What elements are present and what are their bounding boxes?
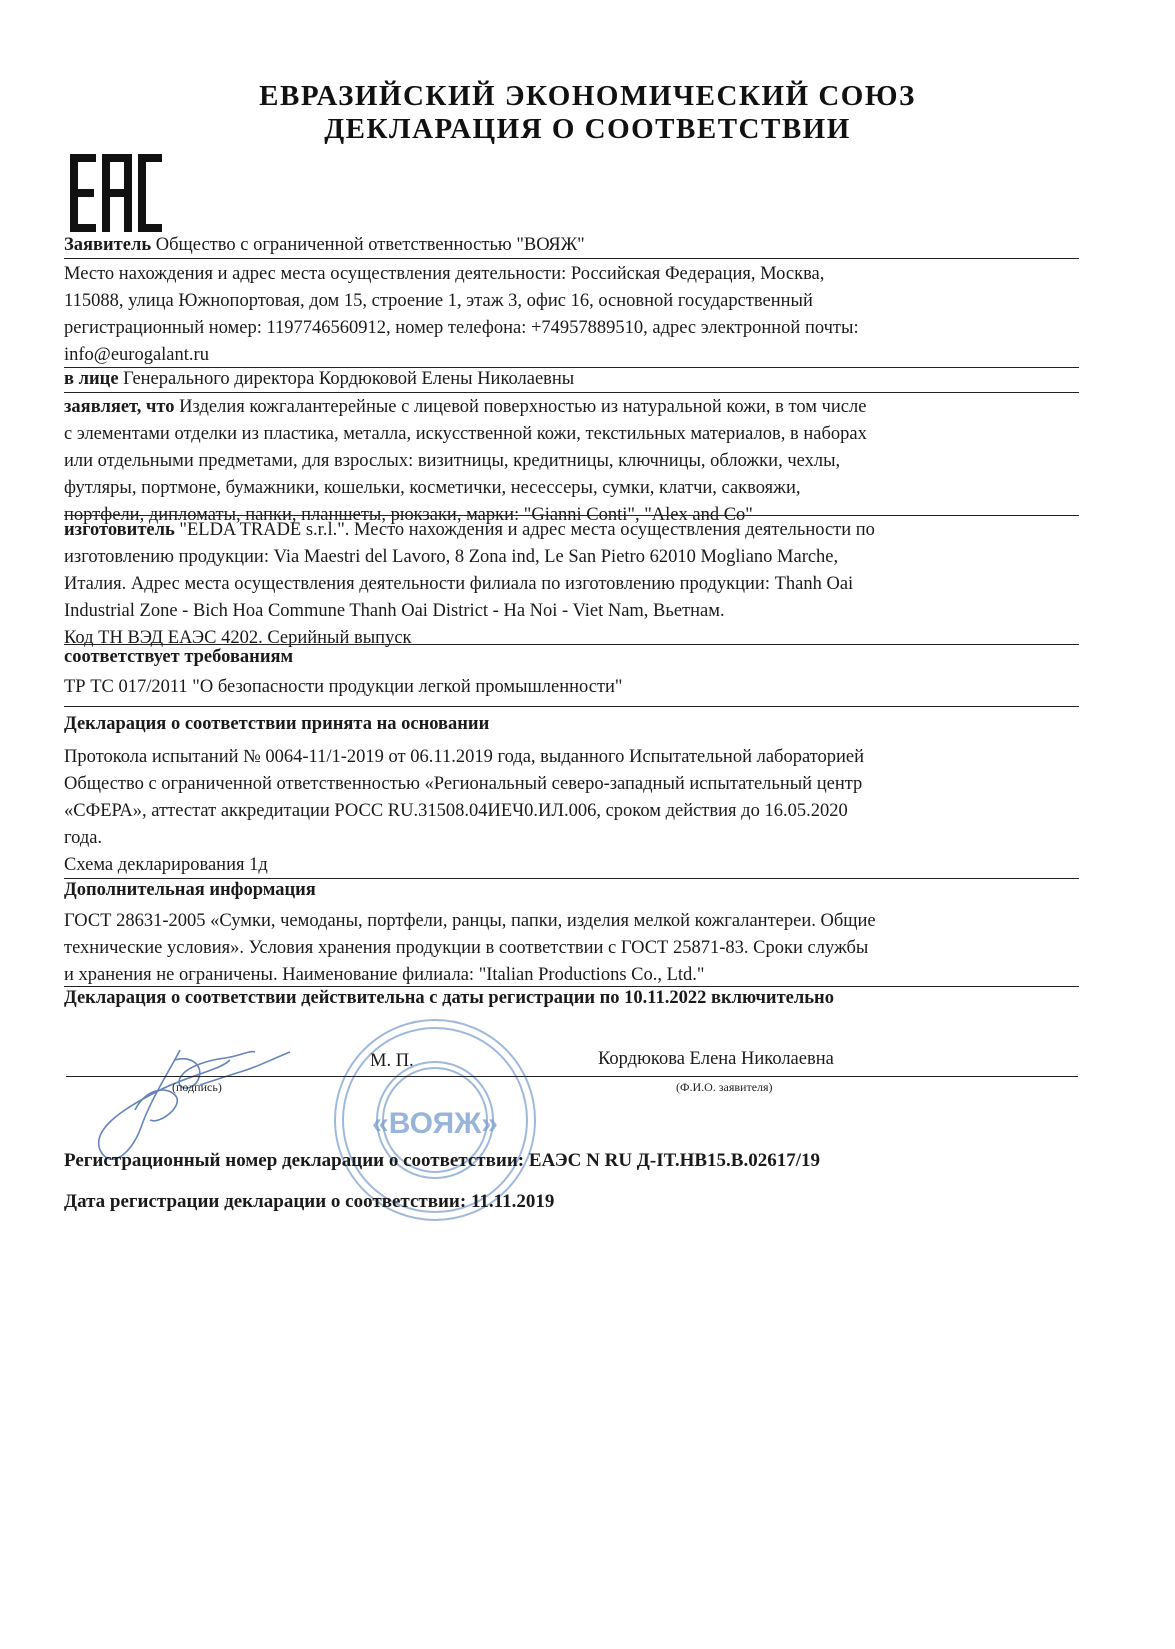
mp-label: М. П. — [370, 1051, 414, 1071]
divider — [64, 644, 1079, 645]
sign-caption: (подпись) — [172, 1080, 222, 1094]
additional-line: технические условия». Условия хранения продукции в соответствии с ГОСТ 25871-83. Сроки службы — [64, 938, 869, 958]
applicant-address — [64, 261, 1076, 369]
declares-line: футляры, портмоне, бумажники, кошельки, косметички, несессеры, сумки, клатчи, саквояжи, — [64, 478, 801, 498]
additional-block — [64, 908, 1076, 989]
document-title: ДЕКЛАРАЦИЯ О СООТВЕТСТВИИ — [324, 113, 851, 145]
manufacturer-line: Код ТН ВЭД ЕАЭС 4202. Серийный выпуск — [64, 628, 412, 648]
divider — [64, 878, 1079, 879]
manufacturer-line: изготовлению продукции: Via Maestri del Lavoro, 8 Zona ind, Le San Pietro 62010 Mogliano Marche, — [64, 547, 839, 567]
manufacturer-label: изготовитель — [64, 520, 175, 540]
declares-line: с элементами отделки из пластика, металла, искусственной кожи, текстильных материалов, в наборах — [64, 424, 867, 444]
applicant-label: Заявитель — [64, 235, 152, 255]
divider — [64, 706, 1079, 707]
applicant-value: Общество с ограниченной ответственностью "ВОЯЖ" — [155, 235, 585, 255]
basis-block — [64, 744, 1076, 879]
validity-statement: Декларация о соответствии действительна с даты регистрации по 10.11.2022 включительно — [64, 988, 834, 1008]
requirements-label: соответствует требованиям — [64, 647, 294, 667]
eac-logo-icon — [68, 152, 164, 234]
basis-line: года. — [64, 828, 103, 848]
signer-name: Кордюкова Елена Николаевна — [598, 1049, 834, 1069]
manufacturer-line: Италия. Адрес места осуществления деятельности филиала по изготовлению продукции: Thanh Oai — [64, 574, 854, 594]
basis-line: Схема декларирования 1д — [64, 855, 268, 875]
applicant-person-row — [64, 366, 1076, 393]
applicant-row — [64, 232, 1076, 259]
basis-line: «СФЕРА», аттестат аккредитации РОСС RU.31508.04ИЕЧ0.ИЛ.006, сроком действия до 16.05.2020 — [64, 801, 848, 821]
manufacturer-line: Industrial Zone - Bich Hoa Commune Thanh Oai District - Ha Noi - Viet Nam, Вьетнам. — [64, 601, 725, 621]
person-label: в лице — [64, 369, 119, 389]
divider — [64, 258, 1079, 259]
manufacturer-block — [64, 517, 1076, 652]
registration-date: Дата регистрации декларации о соответствии: 11.11.2019 — [64, 1191, 555, 1212]
address-line: Место нахождения и адрес места осуществления деятельности: Российская Федерация, Москва, — [64, 264, 825, 284]
address-line: регистрационный номер: 1197746560912, номер телефона: +74957889510, адрес электронной почты: — [64, 318, 859, 338]
stamp-center-text: «ВОЯЖ» — [372, 1107, 498, 1140]
address-line: 115088, улица Южнопортовая, дом 15, строение 1, этаж 3, офис 16, основной государственный — [64, 291, 813, 311]
union-title: ЕВРАЗИЙСКИЙ ЭКОНОМИЧЕСКИЙ СОЮЗ — [259, 80, 916, 112]
declares-line: Изделия кожгалантерейные с лицевой поверхностью из натуральной кожи, в том числе — [179, 397, 867, 417]
declares-label: заявляет, что — [64, 397, 175, 417]
name-caption: (Ф.И.О. заявителя) — [676, 1080, 773, 1094]
person-value: Генерального директора Кордюковой Елены Николаевны — [123, 369, 575, 389]
basis-line: Протокола испытаний № 0064-11/1-2019 от 06.11.2019 года, выданного Испытательной лабораторией — [64, 747, 865, 767]
additional-line: ГОСТ 28631-2005 «Сумки, чемоданы, портфели, ранцы, папки, изделия мелкой кожгалантереи. Общие — [64, 911, 876, 931]
basis-line: Общество с ограниченной ответственностью «Региональный северо-западный испытательный центр — [64, 774, 863, 794]
basis-label: Декларация о соответствии принята на основании — [64, 714, 490, 734]
registration-number: Регистрационный номер декларации о соответствии: ЕАЭС N RU Д-IT.HB15.B.02617/19 — [64, 1150, 821, 1171]
divider — [64, 392, 1079, 393]
divider — [64, 515, 1079, 516]
requirements-value: ТР ТС 017/2011 "О безопасности продукции легкой промышленности" — [64, 677, 623, 697]
declares-block — [64, 394, 1076, 529]
divider — [64, 986, 1079, 987]
signature-line — [66, 1076, 1078, 1077]
additional-line: и хранения не ограничены. Наименование филиала: "Italian Productions Co., Ltd." — [64, 965, 705, 985]
address-line: info@eurogalant.ru — [64, 345, 209, 365]
manufacturer-line: "ELDA TRADE s.r.l.". Место нахождения и адрес места осуществления деятельности по — [179, 520, 875, 540]
declares-line: портфели, дипломаты, папки, планшеты, рюкзаки, марки: "Gianni Conti", "Alex and Co" — [64, 505, 753, 525]
additional-label: Дополнительная информация — [64, 880, 316, 900]
declares-line: или отдельными предметами, для взрослых: визитницы, кредитницы, ключницы, обложки, чехлы, — [64, 451, 841, 471]
